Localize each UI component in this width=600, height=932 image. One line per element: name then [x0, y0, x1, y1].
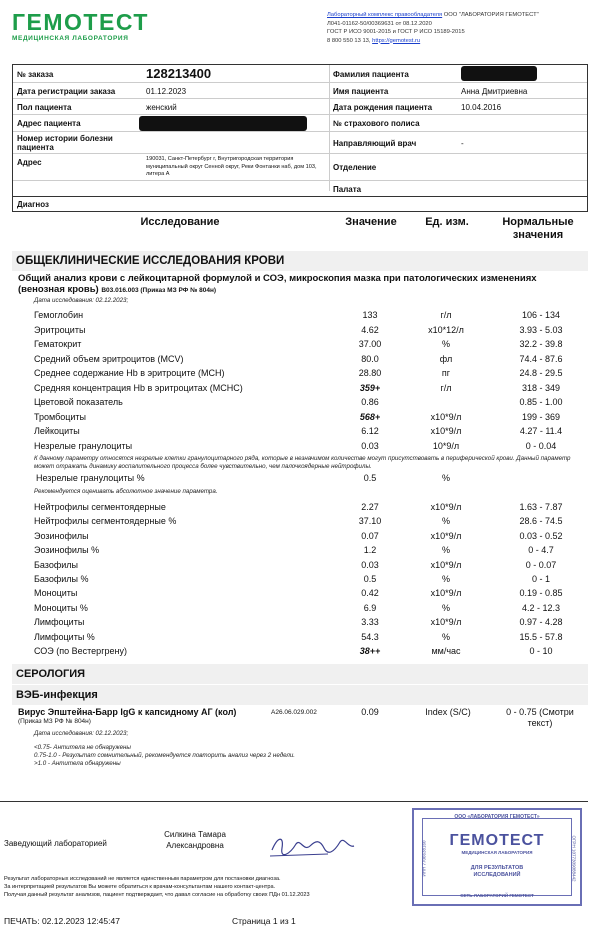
result-value: 80.0 [361, 353, 379, 364]
table-row [0, 588, 600, 602]
ward-label: Палата [333, 185, 362, 194]
patient-dob: 10.04.2016 [461, 103, 502, 112]
registration-label: Дата регистрации заказа [17, 87, 116, 96]
table-row [0, 632, 600, 646]
result-name: Средний объем эритроцитов (MCV) [34, 353, 184, 364]
result-unit: 10*9/л [432, 440, 460, 451]
department-label: Отделение [333, 163, 377, 172]
name-label: Имя пациента [333, 87, 389, 96]
result-unit: x10*9/л [430, 530, 462, 541]
result-value: 6.12 [361, 426, 379, 436]
table-row [0, 325, 600, 339]
logo-subtitle: МЕДИЦИНСКАЯ ЛАБОРАТОРИЯ [12, 35, 129, 42]
result-value: 1.2 [363, 545, 377, 556]
result-value: 0.07 [361, 530, 379, 541]
result-name: Гематокрит [34, 339, 82, 349]
result-name: Моноциты % [34, 602, 88, 613]
result-unit: x10*9/л [430, 617, 462, 628]
result-name: Базофилы % [34, 574, 89, 584]
result-unit: % [441, 473, 450, 483]
row-registration [13, 83, 587, 99]
blood-subsection-name: Общий анализ крови с лейкоцитарной формулой и СОЭ, микроскопия мазка при патологических изменениях (венозная кровь) [18, 273, 537, 295]
col-norm-header: Нормальные значения [502, 216, 574, 241]
result-name: Лейкоциты [34, 426, 80, 436]
table-row [0, 646, 600, 660]
result-unit: г/л [440, 382, 452, 393]
lab-site-link[interactable]: https://gemotest.ru [372, 37, 421, 44]
table-row [0, 354, 600, 368]
result-unit: x10*9/л [430, 502, 462, 512]
stamp-brand: ГЕМОТЕСТ [449, 832, 545, 849]
order-number: 128213400 [146, 66, 212, 81]
result-value: 38++ [359, 646, 381, 656]
footer-divider [0, 801, 588, 802]
stamp-inner-frame [422, 818, 572, 896]
result-unit: % [441, 339, 450, 349]
table-row [0, 339, 600, 353]
lab-complex-link[interactable]: Лабораторный комплекс правообладателя [327, 12, 443, 18]
lab-stamp [412, 808, 582, 906]
stamp-middle-2: ИССЛЕДОВАНИЙ [473, 872, 521, 878]
stamp-middle-1: ДЛЯ РЕЗУЛЬТАТОВ [470, 865, 524, 871]
result-norm: 3.93 - 5.03 [519, 324, 563, 335]
result-norm: 106 - 134 [521, 310, 561, 320]
result-value: 0.86 [361, 397, 379, 407]
result-unit: % [441, 602, 450, 613]
col-test-header: Исследование [140, 216, 220, 228]
result-value: 0.5 [363, 473, 377, 483]
result-value: 0.03 [361, 440, 379, 451]
result-norm: 1.63 - 7.87 [519, 502, 563, 512]
result-value: 54.3 [361, 631, 379, 642]
section-serology-title: СЕРОЛОГИЯ [16, 668, 86, 680]
sex-label: Пол пациента [17, 103, 72, 112]
row-history [13, 132, 587, 154]
disclaimer-line3: Получая данный результат анализов, пациент подтверждает, что давал согласие на обработку своих ПДн 01.12.2023 [4, 891, 310, 898]
address-value: 190031, Санкт-Петербург г, Внутригородская территория муниципальный округ Сенной округ, Реки Фонтанки наб, дом 103, литера А [146, 156, 317, 177]
row-sex [13, 99, 587, 115]
table-row [0, 531, 600, 545]
redacted-address [139, 116, 307, 131]
address-label: Адрес [17, 158, 42, 167]
result-name: Тромбоциты [34, 411, 87, 422]
result-unit: фл [439, 353, 453, 364]
ebv-interpretation-3: >1.0 - Антитела обнаружены [34, 760, 121, 767]
result-norm: 0.85 - 1.00 [519, 397, 563, 407]
row-address-patient [13, 115, 587, 132]
ebv-norm-line1: 0 - 0.75 (Смотри [506, 707, 574, 717]
diagnosis-label: Диагноз [17, 200, 49, 209]
ebv-date: Дата исследования: 02.12.2023; [34, 730, 129, 737]
table-row [0, 412, 600, 426]
blood-subsection-title [18, 273, 583, 296]
ebv-norm-line2: текст) [527, 718, 553, 728]
history-label: Номер истории болезни пациента [17, 134, 113, 152]
ebv-unit: Index (S/C) [425, 707, 471, 717]
result-value: 28.80 [358, 368, 382, 378]
signature [268, 830, 358, 860]
logo [12, 10, 187, 42]
table-row [0, 574, 600, 588]
result-unit: x10*9/л [430, 411, 462, 422]
table-row [0, 502, 600, 516]
result-name: Эозинофилы % [34, 545, 100, 556]
result-unit: x10*9/л [430, 426, 462, 436]
dob-label: Дата рождения пациента [333, 103, 433, 112]
col-unit-header: Ед. изм. [425, 216, 469, 228]
table-row [0, 368, 600, 382]
print-timestamp: ПЕЧАТЬ: 02.12.2023 12:45:47 [4, 916, 120, 926]
table-row [0, 441, 600, 455]
stamp-inn: ИНН 7706638160 [421, 840, 427, 877]
head-label: Заведующий лабораторией [4, 839, 107, 848]
result-norm: 28.6 - 74.5 [519, 516, 563, 527]
result-name: Лимфоциты [34, 617, 85, 628]
table-row [0, 473, 600, 487]
ebv-test-name: Вирус Эпштейна-Барр IgG к капсидному АГ (кол) [18, 707, 237, 717]
blood-subsection-code: B03.016.003 (Приказ МЗ РФ № 804н) [101, 287, 217, 294]
result-name: Эозинофилы [34, 530, 89, 541]
ebv-interpretation-2: 0.75-1.0 - Результат сомнительный, рекомендуется повторить анализ через 2 недели. [34, 752, 295, 759]
lab-owner: ООО "ЛАБОРАТОРИЯ ГЕМОТЕСТ" [442, 12, 539, 18]
table-row [0, 516, 600, 530]
result-value: 4.62 [361, 324, 379, 335]
result-unit: г/л [440, 310, 452, 320]
result-value: 133 [362, 310, 378, 320]
row-diagnosis [13, 197, 587, 212]
ebv-code: A26.06.029.002 [271, 709, 317, 716]
blood-date: Дата исследования: 02.12.2023; [34, 297, 129, 304]
ebv-value: 0.09 [361, 707, 379, 717]
result-norm: 4.27 - 11.4 [519, 426, 563, 436]
result-value: 568+ [359, 411, 381, 422]
result-unit: пг [441, 368, 451, 378]
result-norm: 318 - 349 [521, 382, 561, 393]
result-name: Моноциты [34, 588, 78, 599]
row-address [13, 154, 587, 181]
result-value: 37.00 [358, 339, 382, 349]
result-name: Нейтрофилы сегментоядерные % [34, 516, 177, 527]
result-norm: 0 - 10 [529, 646, 553, 656]
result-value: 0.03 [361, 559, 379, 570]
patient-address-label: Адрес пациента [17, 119, 81, 128]
result-name: Эритроциты [34, 324, 86, 335]
patient-sex: женский [146, 103, 177, 112]
result-norm: 0 - 1 [531, 574, 550, 584]
stamp-bottom-text: СЕТЬ ЛАБОРАТОРИЙ ГЕМОТЕСТ [460, 893, 534, 898]
disclaimer-line2: За интерпретацией результатов Вы можете обратиться к врачам-консультантам нашего контакт-центра. [4, 883, 276, 890]
result-value: 0.5 [363, 574, 377, 584]
stamp-ogrn: ОГРН 1077309088442 [571, 835, 577, 882]
redacted-surname [461, 66, 537, 81]
stamp-top-text: ООО «ЛАБОРАТОРИЯ ГЕМОТЕСТ» [454, 814, 540, 820]
result-value: 359+ [359, 382, 381, 393]
logo-text: ГЕМОТЕСТ [12, 9, 149, 35]
result-value: 6.9 [363, 602, 377, 613]
result-norm: 0 - 0.04 [525, 440, 557, 451]
table-row [0, 426, 600, 440]
table-row [0, 617, 600, 631]
row-order [13, 65, 587, 83]
head-name [150, 829, 240, 851]
patient-name: Анна Дмитриевна [461, 87, 528, 96]
col-value-header: Значение [345, 216, 397, 228]
result-unit: x10*9/л [430, 559, 462, 570]
result-value: 37.10 [358, 516, 382, 527]
result-name: Незрелые гранулоциты [34, 440, 133, 451]
result-name: Среднее содержание Hb в эритроците (MCH) [34, 368, 225, 378]
result-name: Нейтрофилы сегментоядерные [34, 502, 166, 512]
disclaimer [4, 876, 404, 899]
doctor-value: - [461, 139, 464, 148]
result-norm: 0 - 0.07 [525, 559, 557, 570]
note-absolute: Рекомендуется оценивать абсолютное значение параметра. [34, 488, 218, 495]
ebv-interpretation-1: <0.75- Антитела не обнаружены [34, 744, 131, 751]
doctor-label: Направляющий врач [333, 139, 417, 148]
table-row [0, 560, 600, 574]
surname-label: Фамилия пациента [333, 70, 409, 79]
table-row [0, 310, 600, 324]
result-name: Средняя концентрация Hb в эритроцитах (MCHC) [34, 382, 243, 393]
result-unit: % [441, 631, 450, 642]
head-name-line1: Силкина Тамара [164, 830, 226, 839]
result-name: Лимфоциты % [34, 631, 95, 642]
row-ward [13, 181, 587, 197]
table-row [0, 545, 600, 559]
section-blood-title: ОБЩЕКЛИНИЧЕСКИЕ ИССЛЕДОВАНИЯ КРОВИ [16, 255, 285, 267]
ebv-order: (Приказ МЗ РФ № 804н) [18, 718, 91, 725]
page-number: Страница 1 из 1 [232, 916, 296, 926]
result-unit: % [441, 545, 450, 556]
result-unit: x10*12/л [428, 324, 464, 335]
result-value: 0.42 [361, 588, 379, 599]
lab-license: Л041-01162-50/00369631 от 08.12.2020 [327, 20, 432, 27]
result-norm: 74.4 - 87.6 [519, 353, 563, 364]
result-value: 2.27 [361, 502, 379, 512]
result-norm: 199 - 369 [521, 411, 561, 422]
result-unit: % [441, 516, 450, 527]
lab-gost: ГОСТ Р ИСО 9001-2015 и ГОСТ Р ИСО 15189-2015 [327, 29, 465, 35]
result-name: СОЭ (по Вестергрену) [34, 646, 127, 656]
result-unit: x10*9/л [430, 588, 462, 599]
section-ebv-title: ВЭБ-инфекция [16, 689, 98, 701]
result-norm: 15.5 - 57.8 [519, 631, 563, 642]
stamp-brand-sub: МЕДИЦИНСКАЯ ЛАБОРАТОРИЯ [461, 850, 533, 855]
result-value: 3.33 [361, 617, 379, 628]
result-name: Базофилы [34, 559, 78, 570]
result-name: Незрелые гранулоциты % [36, 473, 145, 483]
result-norm: 24.8 - 29.5 [519, 368, 563, 378]
head-name-line2: Александровна [166, 841, 224, 850]
lab-info [327, 11, 592, 45]
result-name: Гемоглобин [34, 310, 84, 320]
result-norm: 0 - 4.7 [528, 545, 554, 556]
note-immature-granulocytes: К данному параметру относятся незрелые клетки гранулоцитарного ряда, которые в незначимом количестве могут присутствовать в периферической крови. Данный параметр может отражать динамику воспалительного процесса более чувствительно, чем палочкоядерные нейтрофилы. [34, 455, 571, 470]
registration-date: 01.12.2023 [146, 87, 187, 96]
table-row [0, 603, 600, 617]
result-norm: 0.19 - 0.85 [519, 588, 563, 599]
result-norm: 32.2 - 39.8 [519, 339, 563, 349]
disclaimer-line1: Результат лабораторных исследований не является единственным параметром для постановки диагноза. [4, 876, 281, 882]
table-row [0, 383, 600, 397]
result-name: Цветовой показатель [34, 397, 123, 407]
result-unit: % [441, 574, 450, 584]
result-unit: мм/час [431, 646, 461, 656]
policy-label: № страхового полиса [333, 119, 420, 128]
result-norm: 0.97 - 4.28 [519, 617, 563, 628]
patient-info-box [12, 64, 588, 212]
order-label: № заказа [17, 70, 54, 79]
result-norm: 4.2 - 12.3 [521, 602, 561, 613]
lab-phone: 8 800 550 13 13, [327, 37, 373, 44]
table-row [0, 397, 600, 411]
result-norm: 0.03 - 0.52 [519, 530, 563, 541]
